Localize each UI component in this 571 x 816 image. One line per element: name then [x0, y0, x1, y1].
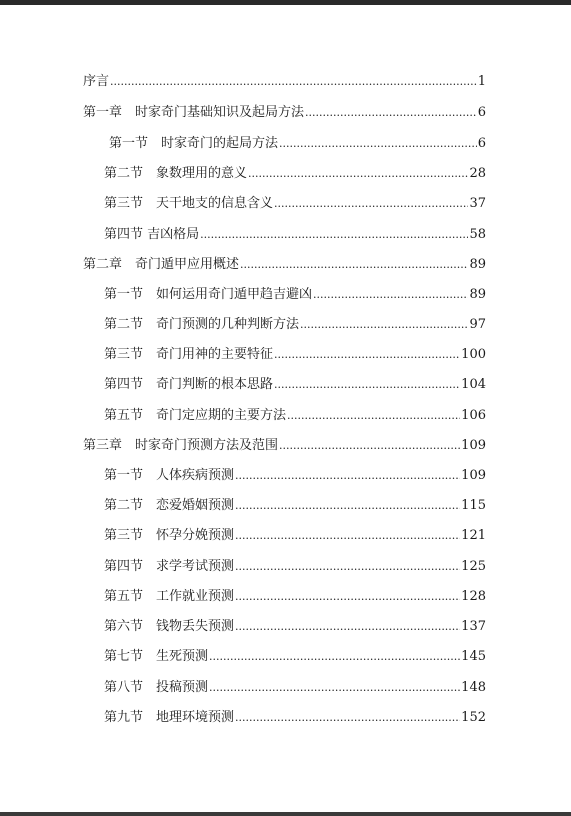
dot-leader: [235, 710, 460, 726]
toc-entry-section-2-1[interactable]: [104, 287, 486, 303]
toc-entry-label: 第四节 奇门判断的根本思路: [104, 377, 274, 392]
dot-leader: [274, 196, 468, 212]
toc-entry-page: 121: [461, 528, 486, 543]
toc-entry-label: 第七节 生死预测: [104, 649, 209, 664]
dot-leader: [235, 468, 460, 484]
dot-leader: [235, 528, 460, 544]
dot-leader: [235, 498, 460, 514]
dot-leader: [274, 377, 460, 393]
toc-entry-chapter-2[interactable]: [83, 257, 486, 273]
toc-entry-page: 28: [469, 166, 486, 181]
dot-leader: [248, 166, 468, 182]
toc-entry-page: 100: [461, 347, 486, 362]
dot-leader: [279, 136, 477, 152]
dot-leader: [200, 227, 468, 243]
toc-entry-page: 6: [477, 136, 486, 151]
toc-entry-page: 109: [461, 438, 486, 453]
toc-entry-label: 第一节 如何运用奇门遁甲趋吉避凶: [104, 287, 313, 302]
toc-entry-chapter-3[interactable]: [83, 438, 486, 454]
toc-entry-section-2-5[interactable]: [104, 408, 486, 424]
toc-entry-page: 106: [461, 408, 486, 423]
toc-entry-label: 第一章 时家奇门基础知识及起局方法: [83, 105, 305, 120]
toc-entry-section-3-6[interactable]: [104, 619, 486, 635]
bottom-edge-bar: [0, 812, 571, 816]
toc-entry-section-1-1[interactable]: [109, 136, 486, 152]
toc-entry-section-3-8[interactable]: [104, 680, 486, 696]
toc-entry-page: 97: [469, 317, 486, 332]
dot-leader: [240, 257, 468, 273]
toc-entry-label: 第二章 奇门遁甲应用概述: [83, 257, 240, 272]
toc-entry-page: 109: [461, 468, 486, 483]
toc-entry-page: 148: [461, 680, 486, 695]
toc-entry-label: 第五节 工作就业预测: [104, 589, 235, 604]
dot-leader: [287, 408, 460, 424]
toc-entry-section-1-3[interactable]: [104, 196, 486, 212]
toc-entry-section-3-3[interactable]: [104, 528, 486, 544]
dot-leader: [235, 589, 460, 605]
toc-entry-page: 58: [469, 227, 486, 242]
dot-leader: [300, 317, 468, 333]
toc-entry-section-3-4[interactable]: [104, 559, 486, 575]
toc-entry-section-2-4[interactable]: [104, 377, 486, 393]
toc-entry-label: 第三章 时家奇门预测方法及范围: [83, 438, 279, 453]
toc-entry-label: 第八节 投稿预测: [104, 680, 209, 695]
toc-entry-label: 第三节 天干地支的信息含义: [104, 196, 274, 211]
toc-entry-preface[interactable]: [83, 74, 486, 90]
toc-entry-label: 第四节 求学考试预测: [104, 559, 235, 574]
toc-entry-label: 第四节 吉凶格局: [104, 227, 200, 242]
toc-entry-label: 第九节 地理环境预测: [104, 710, 235, 725]
dot-leader: [279, 438, 460, 454]
dot-leader: [274, 347, 460, 363]
toc-entry-chapter-1[interactable]: [83, 105, 486, 121]
toc-entry-section-3-2[interactable]: [104, 498, 486, 514]
toc-entry-section-2-2[interactable]: [104, 317, 486, 333]
dot-leader: [305, 105, 477, 121]
toc-entry-label: 第六节 钱物丢失预测: [104, 619, 235, 634]
toc-entry-label: 第二节 奇门预测的几种判断方法: [104, 317, 300, 332]
dot-leader: [313, 287, 468, 303]
dot-leader: [235, 619, 460, 635]
toc-entry-section-3-7[interactable]: [104, 649, 486, 665]
toc-entry-label: 第二节 恋爱婚姻预测: [104, 498, 235, 513]
toc-entry-section-1-2[interactable]: [104, 166, 486, 182]
toc-entry-page: 37: [469, 196, 486, 211]
toc-entry-label: 第一节 时家奇门的起局方法: [109, 136, 279, 151]
toc-entry-label: 第五节 奇门定应期的主要方法: [104, 408, 287, 423]
toc-entry-section-3-5[interactable]: [104, 589, 486, 605]
toc-entry-page: 104: [461, 377, 486, 392]
toc-entry-page: 137: [461, 619, 486, 634]
toc-entry-page: 115: [461, 498, 486, 513]
toc-entry-page: 125: [461, 559, 486, 574]
toc-entry-section-1-4[interactable]: [104, 227, 486, 243]
dot-leader: [209, 680, 460, 696]
toc-entry-label: 序言: [83, 74, 110, 89]
toc-entry-label: 第三节 奇门用神的主要特征: [104, 347, 274, 362]
toc-entry-page: 1: [477, 74, 486, 89]
dot-leader: [110, 74, 477, 90]
dot-leader: [209, 649, 460, 665]
dot-leader: [235, 559, 460, 575]
toc-entry-page: 89: [469, 257, 486, 272]
toc-entry-page: 152: [461, 710, 486, 725]
toc-entry-page: 6: [477, 105, 486, 120]
toc-entry-section-3-1[interactable]: [104, 468, 486, 484]
toc-entry-page: 145: [461, 649, 486, 664]
top-edge-bar: [0, 0, 571, 5]
toc-entry-label: 第二节 象数理用的意义: [104, 166, 248, 181]
toc-entry-section-3-9[interactable]: [104, 710, 486, 726]
toc-entry-page: 128: [461, 589, 486, 604]
toc-entry-label: 第三节 怀孕分娩预测: [104, 528, 235, 543]
toc-entry-section-2-3[interactable]: [104, 347, 486, 363]
toc-entry-label: 第一节 人体疾病预测: [104, 468, 235, 483]
toc-entry-page: 89: [469, 287, 486, 302]
